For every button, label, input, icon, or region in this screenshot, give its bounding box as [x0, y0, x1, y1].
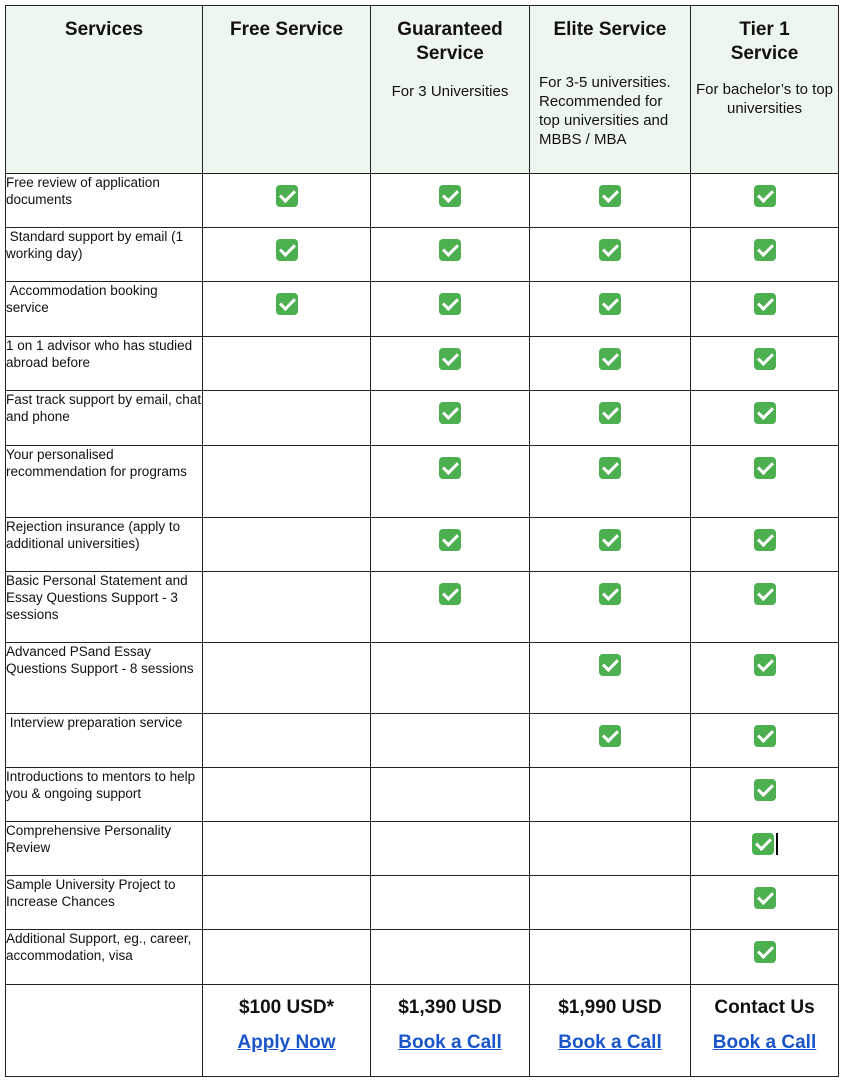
check-mark-button-icon — [439, 239, 461, 261]
text-cursor — [776, 833, 778, 855]
check-mark-button-icon — [439, 402, 461, 424]
feature-row — [6, 518, 839, 572]
price-elite: $1,990 USD — [558, 997, 662, 1018]
check-mark-button-icon — [276, 239, 298, 261]
check-mark-button-icon — [754, 654, 776, 676]
check-cell-tier1 — [691, 391, 839, 446]
feature-row — [6, 876, 839, 930]
check-cell-guaranteed — [371, 518, 530, 572]
book-a-call-link-guaranteed[interactable]: Book a Call — [398, 1032, 502, 1053]
check-cell-guaranteed — [371, 930, 530, 985]
check-cell-tier1 — [691, 930, 839, 985]
check-cell-tier1 — [691, 714, 839, 768]
feature-label: 1 on 1 advisor who has studied abroad before — [6, 337, 203, 391]
pricing-row — [6, 985, 839, 1077]
feature-row — [6, 572, 839, 643]
check-cell-guaranteed — [371, 876, 530, 930]
feature-row — [6, 768, 839, 822]
feature-row — [6, 714, 839, 768]
check-mark-button-icon — [276, 185, 298, 207]
feature-row — [6, 643, 839, 714]
check-cell-elite — [530, 714, 691, 768]
check-cell-elite — [530, 391, 691, 446]
col-title: Elite Service — [553, 19, 667, 40]
check-cell-elite — [530, 876, 691, 930]
check-cell-guaranteed — [371, 822, 530, 876]
book-a-call-link-tier1[interactable]: Book a Call — [712, 1032, 817, 1053]
check-cell-free — [203, 337, 371, 391]
feature-label: Your personalised recommendation for programs — [6, 446, 203, 518]
check-cell-free — [203, 822, 371, 876]
check-mark-button-icon — [599, 239, 621, 261]
pricing-cell-tier1 — [691, 985, 839, 1077]
check-cell-free — [203, 930, 371, 985]
header-row — [6, 6, 839, 174]
col-header-guaranteed — [371, 6, 530, 174]
pricing-cell-free — [203, 985, 371, 1077]
col-title: Tier 1 Service — [730, 19, 799, 64]
check-mark-button-icon — [439, 583, 461, 605]
check-mark-button-icon — [754, 887, 776, 909]
feature-row — [6, 174, 839, 228]
book-a-call-link-elite[interactable]: Book a Call — [558, 1032, 662, 1053]
check-cell-elite — [530, 930, 691, 985]
check-cell-guaranteed — [371, 391, 530, 446]
check-cell-elite — [530, 174, 691, 228]
check-cell-tier1 — [691, 174, 839, 228]
col-subtitle: For 3-5 universities. Recommended for top universities and MBBS / MBA — [539, 74, 671, 148]
feature-row — [6, 930, 839, 985]
check-cell-free — [203, 228, 371, 282]
pricing-cell-guaranteed — [371, 985, 530, 1077]
col-title: Guaranteed Service — [397, 19, 503, 64]
check-mark-button-icon — [599, 185, 621, 207]
check-mark-button-icon — [599, 583, 621, 605]
feature-row — [6, 282, 839, 337]
check-cell-free — [203, 876, 371, 930]
feature-label: Standard support by email (1 working day) — [6, 228, 203, 282]
check-cell-free — [203, 174, 371, 228]
check-cell-elite — [530, 518, 691, 572]
check-mark-button-icon — [599, 348, 621, 370]
col-subtitle: For 3 Universities — [391, 83, 509, 100]
check-cell-free — [203, 768, 371, 822]
check-mark-button-icon — [754, 941, 776, 963]
check-cell-tier1 — [691, 822, 839, 876]
feature-row — [6, 228, 839, 282]
check-mark-button-icon — [439, 457, 461, 479]
check-cell-guaranteed — [371, 768, 530, 822]
price-tier1: Contact Us — [714, 997, 815, 1018]
feature-label: Comprehensive Personality Review — [6, 822, 203, 876]
check-cell-tier1 — [691, 768, 839, 822]
check-mark-button-icon — [754, 725, 776, 747]
feature-label: Advanced PSand Essay Questions Support - 8 sessions — [6, 643, 203, 714]
check-mark-button-icon — [754, 293, 776, 315]
feature-label: Basic Personal Statement and Essay Questions Support - 3 sessions — [6, 572, 203, 643]
check-cell-tier1 — [691, 446, 839, 518]
check-cell-free — [203, 714, 371, 768]
pricing-label-cell — [6, 985, 203, 1077]
check-cell-guaranteed — [371, 337, 530, 391]
check-cell-elite — [530, 643, 691, 714]
check-cell-guaranteed — [371, 714, 530, 768]
col-title: Services — [64, 19, 144, 40]
check-cell-elite — [530, 446, 691, 518]
feature-label: Introductions to mentors to help you & ongoing support — [6, 768, 203, 822]
check-mark-button-icon — [752, 833, 774, 855]
check-mark-button-icon — [754, 239, 776, 261]
check-cell-elite — [530, 228, 691, 282]
check-cell-tier1 — [691, 643, 839, 714]
feature-label: Rejection insurance (apply to additional universities) — [6, 518, 203, 572]
check-mark-button-icon — [599, 457, 621, 479]
feature-row — [6, 822, 839, 876]
col-subtitle: For bachelor’s to top universities — [695, 81, 834, 117]
check-mark-button-icon — [754, 779, 776, 801]
check-cell-elite — [530, 282, 691, 337]
check-mark-button-icon — [599, 529, 621, 551]
feature-label: Fast track support by email, chat and phone — [6, 391, 203, 446]
col-title: Free Service — [229, 19, 344, 40]
check-cell-guaranteed — [371, 643, 530, 714]
check-cell-free — [203, 518, 371, 572]
check-cell-free — [203, 572, 371, 643]
check-mark-button-icon — [754, 457, 776, 479]
feature-row — [6, 391, 839, 446]
check-mark-button-icon — [754, 402, 776, 424]
check-cell-guaranteed — [371, 282, 530, 337]
check-mark-button-icon — [599, 402, 621, 424]
check-mark-button-icon — [599, 654, 621, 676]
col-header-tier1 — [691, 6, 839, 174]
feature-label: Accommodation booking service — [6, 282, 203, 337]
check-mark-button-icon — [754, 583, 776, 605]
check-mark-button-icon — [439, 293, 461, 315]
col-header-elite — [530, 6, 691, 174]
check-mark-button-icon — [599, 293, 621, 315]
check-cell-free — [203, 446, 371, 518]
check-cell-tier1 — [691, 876, 839, 930]
check-mark-button-icon — [754, 529, 776, 551]
check-cell-free — [203, 282, 371, 337]
col-header-services — [6, 6, 203, 174]
check-cell-tier1 — [691, 337, 839, 391]
feature-label: Additional Support, eg., career, accommodation, visa — [6, 930, 203, 985]
check-cell-elite — [530, 768, 691, 822]
check-cell-elite — [530, 822, 691, 876]
check-cell-tier1 — [691, 228, 839, 282]
check-cell-guaranteed — [371, 446, 530, 518]
check-mark-button-icon — [276, 293, 298, 315]
check-cell-free — [203, 391, 371, 446]
check-mark-button-icon — [439, 185, 461, 207]
check-mark-button-icon — [439, 348, 461, 370]
check-cell-guaranteed — [371, 228, 530, 282]
check-mark-button-icon — [439, 529, 461, 551]
price-free: $100 USD* — [238, 997, 335, 1018]
check-cell-elite — [530, 572, 691, 643]
feature-label: Interview preparation service — [6, 714, 203, 768]
check-cell-elite — [530, 337, 691, 391]
check-mark-button-icon — [754, 348, 776, 370]
check-cell-tier1 — [691, 518, 839, 572]
check-cell-free — [203, 643, 371, 714]
check-cell-guaranteed — [371, 174, 530, 228]
check-cell-guaranteed — [371, 572, 530, 643]
check-mark-button-icon — [599, 725, 621, 747]
check-mark-button-icon — [754, 185, 776, 207]
check-cell-tier1 — [691, 572, 839, 643]
apply-now-link[interactable]: Apply Now — [237, 1032, 336, 1053]
feature-label: Free review of application documents — [6, 174, 203, 228]
feature-label: Sample University Project to Increase Chances — [6, 876, 203, 930]
pricing-cell-elite — [530, 985, 691, 1077]
feature-row — [6, 337, 839, 391]
col-header-free — [203, 6, 371, 174]
check-cell-tier1 — [691, 282, 839, 337]
feature-row — [6, 446, 839, 518]
services-comparison-table — [5, 5, 839, 1077]
price-guaranteed: $1,390 USD — [398, 997, 502, 1018]
